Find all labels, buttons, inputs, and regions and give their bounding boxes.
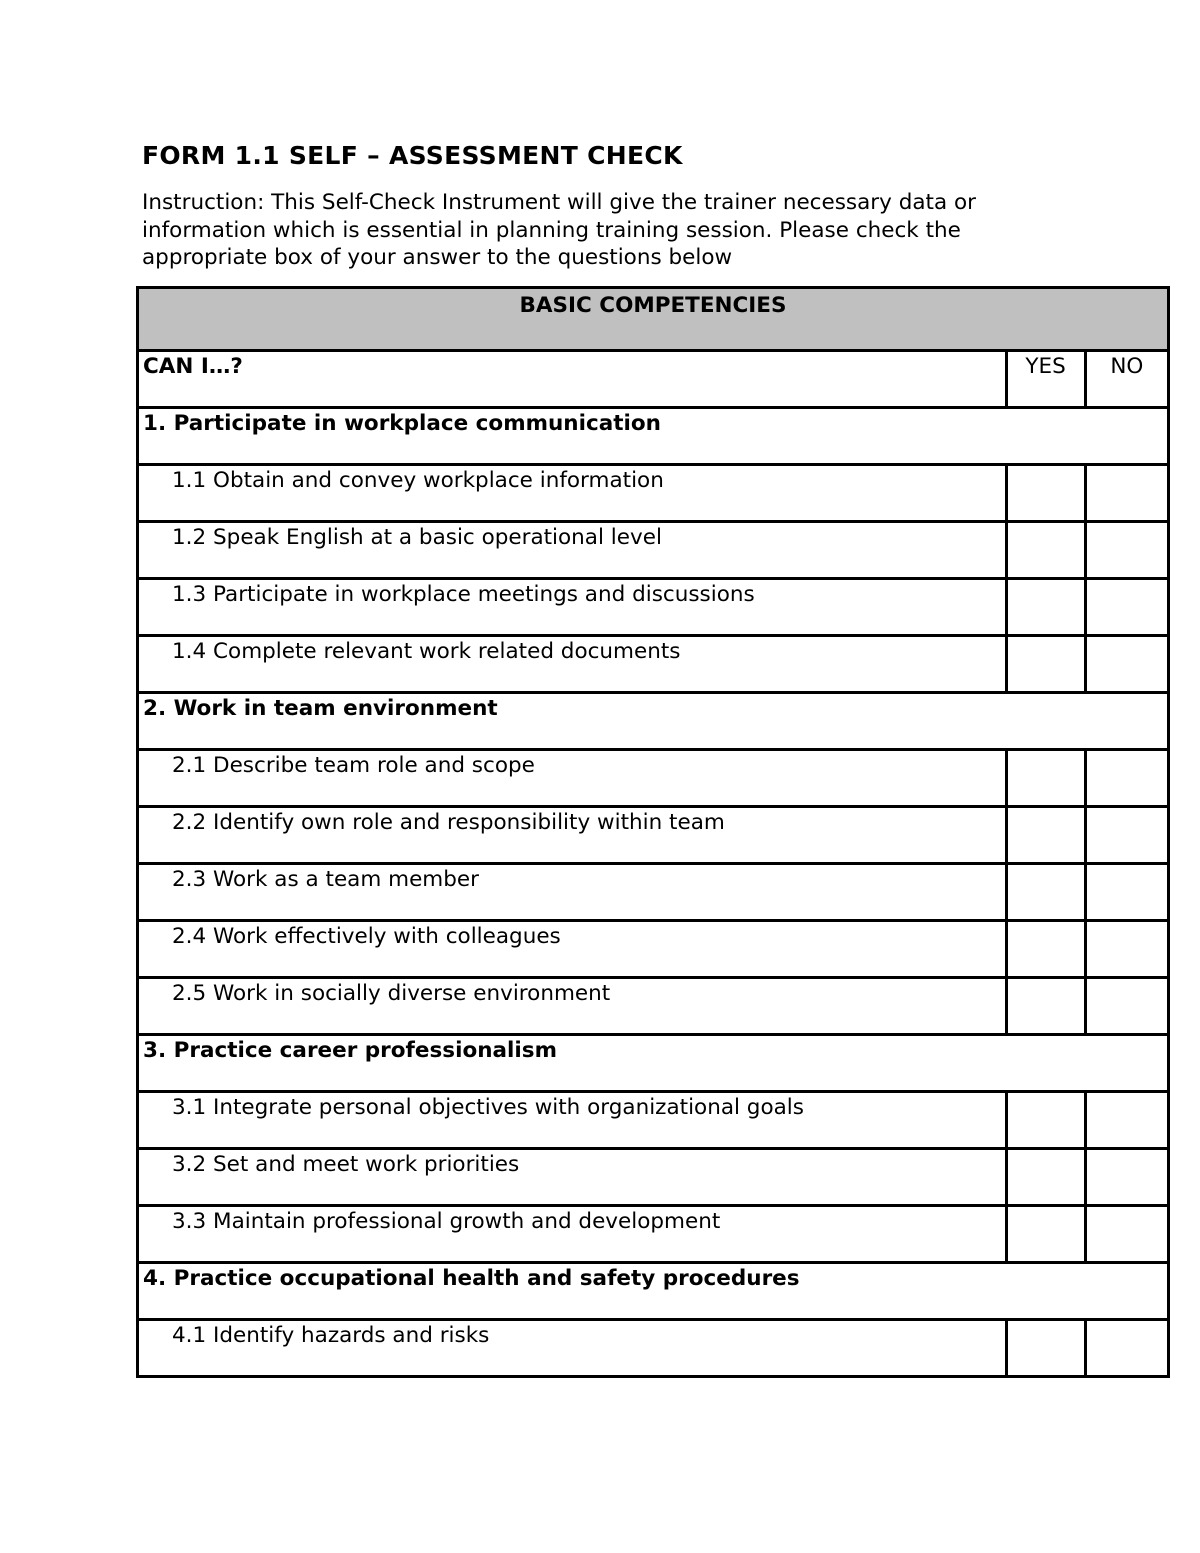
no-checkbox[interactable]: [1085, 864, 1168, 921]
yes-checkbox[interactable]: [1006, 579, 1085, 636]
yes-checkbox[interactable]: [1006, 921, 1085, 978]
competency-label: 1.1 Obtain and convey workplace information: [138, 465, 1007, 522]
competency-row: [138, 522, 1169, 579]
yes-checkbox[interactable]: [1006, 1092, 1085, 1149]
section-row: [138, 693, 1169, 750]
competency-row: [138, 465, 1169, 522]
competency-row: [138, 1149, 1169, 1206]
no-checkbox[interactable]: [1085, 522, 1168, 579]
yes-checkbox[interactable]: [1006, 864, 1085, 921]
no-checkbox[interactable]: [1085, 750, 1168, 807]
no-checkbox[interactable]: [1085, 978, 1168, 1035]
no-checkbox[interactable]: [1085, 1149, 1168, 1206]
yes-checkbox[interactable]: [1006, 1149, 1085, 1206]
competency-label: 3.2 Set and meet work priorities: [138, 1149, 1007, 1206]
no-checkbox[interactable]: [1085, 921, 1168, 978]
competency-label: 1.4 Complete relevant work related documents: [138, 636, 1007, 693]
section-row: [138, 1035, 1169, 1092]
no-checkbox[interactable]: [1085, 579, 1168, 636]
can-i-label: CAN I…?: [138, 351, 1007, 408]
competency-row: [138, 807, 1169, 864]
competency-label: 3.1 Integrate personal objectives with organizational goals: [138, 1092, 1007, 1149]
section-title: 1. Participate in workplace communication: [138, 408, 1169, 465]
yes-checkbox[interactable]: [1006, 636, 1085, 693]
no-checkbox[interactable]: [1085, 807, 1168, 864]
no-checkbox[interactable]: [1085, 1206, 1168, 1263]
yes-checkbox[interactable]: [1006, 807, 1085, 864]
column-header-row: [138, 351, 1169, 408]
competency-label: 3.3 Maintain professional growth and development: [138, 1206, 1007, 1263]
no-checkbox[interactable]: [1085, 636, 1168, 693]
instruction-text: Instruction: This Self-Check Instrument will give the trainer necessary data or information which is essential in planning training session. Please check the appropriate box of your answer to the questions below: [142, 190, 976, 270]
section-title: 2. Work in team environment: [138, 693, 1169, 750]
competency-row: [138, 921, 1169, 978]
basic-competencies-header: BASIC COMPETENCIES: [138, 288, 1169, 351]
self-assessment-table: [136, 286, 1170, 1378]
table-header-row: [138, 288, 1169, 351]
competency-row: [138, 864, 1169, 921]
competency-row: [138, 978, 1169, 1035]
section-title: 3. Practice career professionalism: [138, 1035, 1169, 1092]
yes-checkbox[interactable]: [1006, 750, 1085, 807]
competency-label: 2.5 Work in socially diverse environment: [138, 978, 1007, 1035]
no-checkbox[interactable]: [1085, 1320, 1168, 1377]
competency-row: [138, 750, 1169, 807]
competency-row: [138, 579, 1169, 636]
competency-row: [138, 1320, 1169, 1377]
no-column-header: NO: [1085, 351, 1168, 408]
form-title: FORM 1.1 SELF – ASSESSMENT CHECK: [142, 141, 683, 170]
competency-label: 2.3 Work as a team member: [138, 864, 1007, 921]
yes-checkbox[interactable]: [1006, 522, 1085, 579]
competency-label: 1.3 Participate in workplace meetings and discussions: [138, 579, 1007, 636]
competency-row: [138, 636, 1169, 693]
yes-column-header: YES: [1006, 351, 1085, 408]
no-checkbox[interactable]: [1085, 465, 1168, 522]
competency-label: 1.2 Speak English at a basic operational level: [138, 522, 1007, 579]
competency-row: [138, 1092, 1169, 1149]
yes-checkbox[interactable]: [1006, 1320, 1085, 1377]
competency-label: 4.1 Identify hazards and risks: [138, 1320, 1007, 1377]
yes-checkbox[interactable]: [1006, 978, 1085, 1035]
section-row: [138, 408, 1169, 465]
section-row: [138, 1263, 1169, 1320]
competency-row: [138, 1206, 1169, 1263]
no-checkbox[interactable]: [1085, 1092, 1168, 1149]
competency-label: 2.4 Work effectively with colleagues: [138, 921, 1007, 978]
yes-checkbox[interactable]: [1006, 465, 1085, 522]
yes-checkbox[interactable]: [1006, 1206, 1085, 1263]
section-title: 4. Practice occupational health and safety procedures: [138, 1263, 1169, 1320]
competency-label: 2.1 Describe team role and scope: [138, 750, 1007, 807]
competency-label: 2.2 Identify own role and responsibility within team: [138, 807, 1007, 864]
